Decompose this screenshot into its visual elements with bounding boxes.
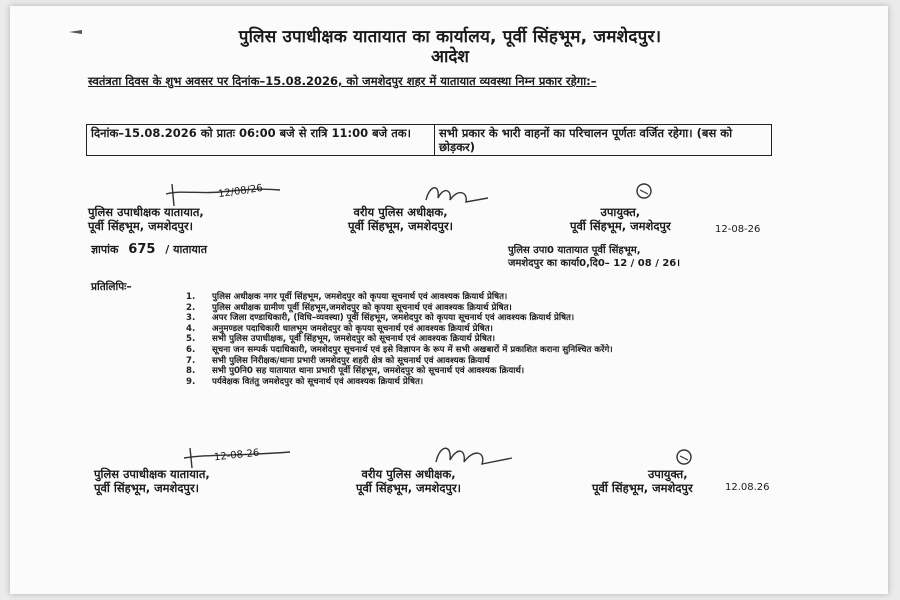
- memo-number: [91, 242, 207, 257]
- signature-title: वरीय पुलिस अधीक्षक,: [361, 467, 456, 481]
- signature-scribble-ssp-top: [418, 180, 498, 210]
- item-text: सूचना जन सम्पर्क पदाधिकारी, जमशेदपुर सूचनार्थ एवं इसे विज्ञापन के रूप में सभी अखबारों में प्रकाशित कराना सुनिश्चित करेंगे।: [212, 344, 613, 355]
- signature-title: पुलिस उपाधीक्षक यातायात,: [88, 205, 204, 219]
- item-text: सभी पुलिस उपाधीक्षक, पूर्वी सिंहभूम, जमशेदपुर को सूचनार्थ एवं आवश्यक क्रियार्थ प्रेषित।: [212, 334, 496, 345]
- signature-block-dc-top: [570, 205, 671, 233]
- order-heading: आदेश: [431, 47, 469, 67]
- signature-place: पूर्वी सिंहभूम, जमशेदपुर: [592, 481, 693, 495]
- item-number: 4.: [186, 323, 196, 334]
- signature-scribble-dc-bottom: [670, 446, 700, 470]
- memo-number-value: 675: [128, 242, 156, 257]
- signature-date-note: 12-08-26: [715, 224, 761, 235]
- signature-title: उपायुक्त,: [600, 205, 641, 219]
- intro-paragraph: स्वतंत्रता दिवस के शुभ अवसर पर दिनांक–15.08.2026, को जमशेदपुर शहर में यातायात व्यवस्था निम्न प्रकार रहेगा:–: [88, 74, 597, 88]
- list-item: [186, 366, 786, 377]
- signature-place: पूर्वी सिंहभूम, जमशेदपुर।: [356, 481, 462, 495]
- list-item: [186, 345, 786, 356]
- item-text: पुलिस अधीक्षक नगर पूर्वी सिंहभूम, जमशेदपुर को कृपया सूचनार्थ एवं आवश्यक क्रियार्थ प्रेषित।: [212, 292, 508, 302]
- order-table: [86, 124, 772, 156]
- order-rule-cell: सभी प्रकार के भारी वाहनों का परिचालन पूर्णतः वर्जित रहेगा। (बस को छोड़कर): [439, 126, 733, 154]
- list-item: [186, 324, 786, 335]
- signature-block-dc-bottom: [592, 467, 693, 495]
- item-text: सभी पुलिस निरीक्षक/थाना प्रभारी जमशेदपुर शहरी क्षेत्र को सूचनार्थ एवं आवश्यक क्रियार्थ: [212, 355, 490, 366]
- item-number: 8.: [186, 366, 196, 377]
- item-text: अनुमण्डल पदाधिकारी धालभूम जमशेदपुर को कृपया सूचनार्थ एवं आवश्यक क्रियार्थ प्रेषित।: [212, 323, 493, 334]
- signature-title: उपायुक्त,: [648, 467, 688, 481]
- item-number: 1.: [186, 292, 196, 302]
- signature-title: पुलिस उपाधीक्षक यातायात,: [94, 467, 210, 481]
- list-item: [186, 377, 786, 388]
- memo-office-date: [508, 244, 768, 270]
- memo-prefix: ज्ञापांक: [91, 243, 119, 256]
- list-item: [186, 292, 786, 303]
- memo-office: पुलिस उपा0 यातायात पूर्वी सिंहभूम,: [508, 245, 641, 256]
- copy-label: प्रतिलिपिः–: [91, 281, 132, 293]
- signature-scribble-ssp-bottom: [430, 440, 520, 472]
- signature-scribble-dc-top: [630, 180, 660, 204]
- signature-place: पूर्वी सिंहभूम, जमशेदपुर।: [88, 219, 194, 233]
- list-item: [186, 334, 786, 345]
- signature-date-note: 12.08.26: [725, 482, 770, 493]
- signature-place: पूर्वी सिंहभूम, जमशेदपुर।: [348, 219, 454, 233]
- item-number: 3.: [186, 313, 196, 324]
- item-number: 2.: [186, 302, 196, 313]
- order-time-cell: दिनांक–15.08.2026 को प्रातः 06:00 बजे से रात्रि 11:00 बजे तक।: [87, 125, 435, 155]
- item-text: सभी पु0नि0 सह यातायात थाना प्रभारी पूर्वी सिंहभूम, जमशेदपुर को सूचनार्थ एवं आवश्यक क्रियार्थ।: [212, 366, 525, 377]
- item-text: अपर जिला दण्डाधिकारी, (विधि–व्यवस्था) पूर्वी सिंहभूम, जमशेदपुर को कृपया सूचनार्थ एवं आवश्यक क्रियार्थ प्रेषित।: [212, 313, 575, 324]
- signature-date-note: 12/08/26: [217, 182, 264, 201]
- list-item: [186, 313, 786, 324]
- list-item: [186, 303, 786, 314]
- signature-place: पूर्वी सिंहभूम, जमशेदपुर।: [94, 481, 200, 495]
- item-number: 5.: [186, 334, 196, 345]
- signature-title: वरीय पुलिस अधीक्षक,: [353, 205, 448, 219]
- office-title: पुलिस उपाधीक्षक यातायात का कार्यालय, पूर्वी सिंहभूम, जमशेदपुर।: [238, 27, 662, 47]
- memo-suffix: / यातायात: [165, 243, 207, 256]
- item-number: 6.: [186, 344, 196, 355]
- memo-date: जमशेदपुर का कार्या0,दि0– 12 / 08 / 26।: [508, 258, 681, 269]
- copy-list: [186, 292, 786, 387]
- signature-date-note: 12-08-26: [213, 447, 260, 464]
- list-item: [186, 356, 786, 367]
- item-text: पर्यवेक्षक वितंतु जमशेदपुर को सूचनार्थ एवं आवश्यक क्रियार्थ प्रेषित।: [212, 376, 424, 387]
- signature-place: पूर्वी सिंहभूम, जमशेदपुर: [570, 219, 671, 233]
- item-number: 7.: [186, 355, 196, 366]
- item-text: पुलिस अधीक्षक ग्रामीण पूर्वी सिंहभूम,जमशेदपुर को कृपया सूचनार्थ एवं आवश्यक क्रियार्थ प्रेषित।: [212, 302, 512, 313]
- item-number: 9.: [186, 376, 196, 387]
